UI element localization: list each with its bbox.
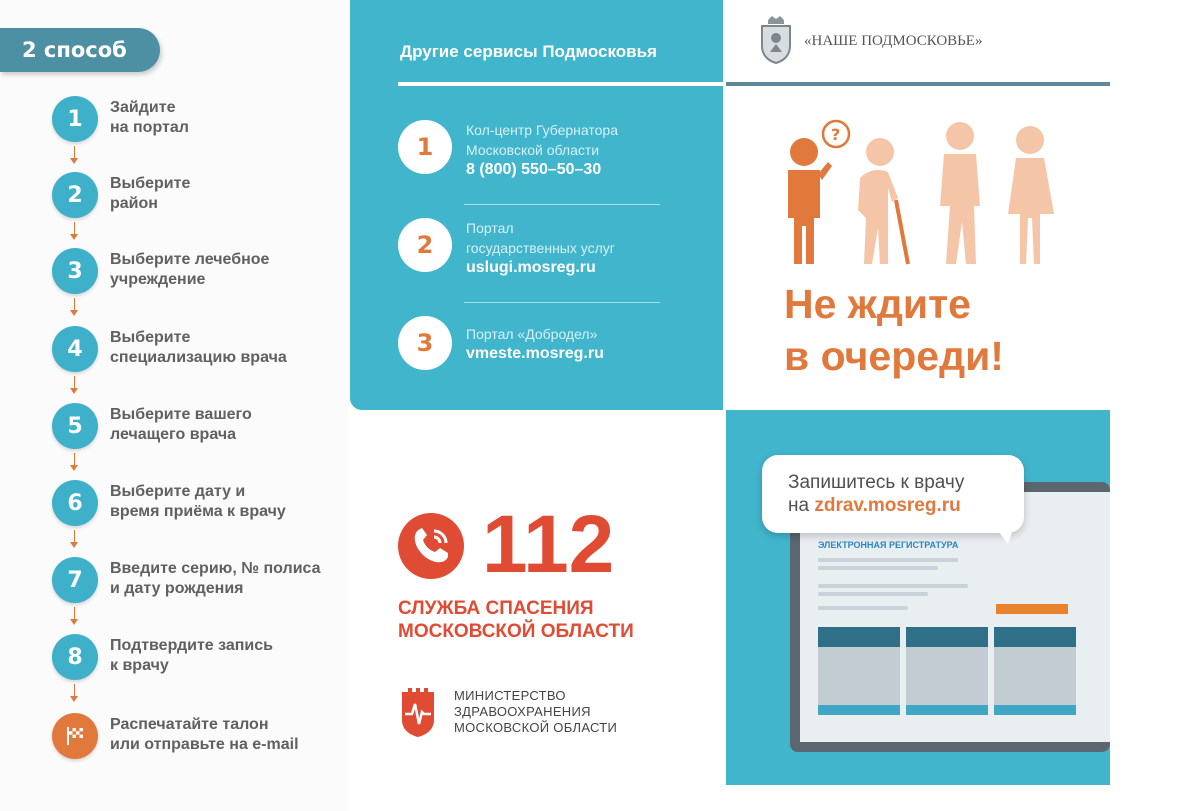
emergency-number: 112 [482, 499, 615, 590]
step-number: 7 [52, 557, 98, 603]
step-arrow-icon [74, 530, 76, 550]
step-arrow-icon [74, 146, 76, 166]
screen-submit-button [996, 604, 1068, 614]
step-arrow-icon [74, 222, 76, 242]
step-number: 3 [52, 248, 98, 294]
callout-text: Запишитесь к врачу [788, 472, 965, 493]
step-number: 2 [52, 172, 98, 218]
service-item [398, 120, 723, 190]
callout-bubble [762, 455, 1024, 533]
service-desc: Московской области [466, 142, 600, 158]
step-number: 1 [52, 96, 98, 142]
step-item [52, 480, 347, 528]
step-arrow-icon [74, 453, 76, 473]
service-phone[interactable]: 8 (800) 550–50–30 [466, 161, 602, 178]
step-label: Выберите дату и время приёма к врачу [110, 483, 286, 520]
step-label: Распечатайте талон или отправьте на e-mail [110, 716, 299, 753]
step-label: Зайдите на портал [110, 99, 189, 136]
portal-link[interactable]: zdrav.mosreg.ru [814, 495, 961, 516]
service-link[interactable]: vmeste.mosreg.ru [466, 345, 604, 362]
headline: Не ждите в очереди! [784, 281, 1004, 379]
step-number: 5 [52, 403, 98, 449]
service-desc: Портал [466, 220, 514, 236]
step-label: Выберите специализацию врача [110, 329, 287, 366]
service-item [398, 316, 723, 386]
service-number: 1 [398, 120, 452, 174]
callout-tail [990, 520, 1016, 544]
divider [464, 204, 660, 205]
step-label: Подтвердите запись к врачу [110, 637, 273, 674]
step-label: Введите серию, № полиса и дату рождения [110, 560, 321, 597]
service-number: 2 [398, 218, 452, 272]
phone-icon [398, 513, 464, 579]
queue-people-icon [780, 118, 1060, 266]
method-tab: 2 способ [0, 28, 160, 72]
service-desc: государственных услуг [466, 240, 615, 256]
step-item [52, 403, 347, 451]
step-label: Выберите лечебное учреждение [110, 251, 270, 288]
service-number: 3 [398, 316, 452, 370]
service-link[interactable]: uslugi.mosreg.ru [466, 259, 596, 276]
step-number: 6 [52, 480, 98, 526]
step-item [52, 634, 347, 682]
step-item [52, 557, 347, 605]
services-title: Другие сервисы Подмосковья [400, 42, 657, 61]
divider [464, 302, 660, 303]
svg-text:?: ? [831, 125, 841, 144]
step-label: Выберите вашего лечащего врача [110, 406, 252, 443]
step-arrow-icon [74, 376, 76, 396]
service-desc: Портал «Добродел» [466, 326, 598, 342]
coat-of-arms-icon [758, 16, 794, 64]
step-item [52, 96, 347, 144]
step-arrow-icon [74, 607, 76, 627]
ministry-name: МИНИСТЕРСТВО ЗДРАВООХРАНЕНИЯ МОСКОВСКОЙ ОБЛАСТИ [454, 688, 618, 735]
step-label: Выберите район [110, 175, 191, 212]
step-item [52, 326, 347, 374]
services-panel [350, 0, 723, 410]
ministry-emblem-icon [400, 686, 436, 738]
brand-name: «НАШЕ ПОДМОСКОВЬЕ» [804, 33, 983, 49]
step-arrow-icon [74, 684, 76, 704]
checkered-flag-icon [52, 713, 98, 759]
service-desc: Кол-центр Губернатора [466, 122, 618, 138]
cover-divider [726, 82, 1110, 86]
step-item [52, 713, 347, 761]
services-divider [398, 82, 723, 86]
service-item [398, 218, 723, 288]
step-item [52, 172, 347, 220]
step-arrow-icon [74, 298, 76, 318]
step-number: 4 [52, 326, 98, 372]
callout-prefix: на [788, 495, 815, 516]
step-item [52, 248, 347, 296]
screen-title: ЭЛЕКТРОННАЯ РЕГИСТРАТУРА [818, 540, 959, 550]
rescue-service-name: СЛУЖБА СПАСЕНИЯ МОСКОВСКОЙ ОБЛАСТИ [398, 598, 634, 642]
step-number: 8 [52, 634, 98, 680]
